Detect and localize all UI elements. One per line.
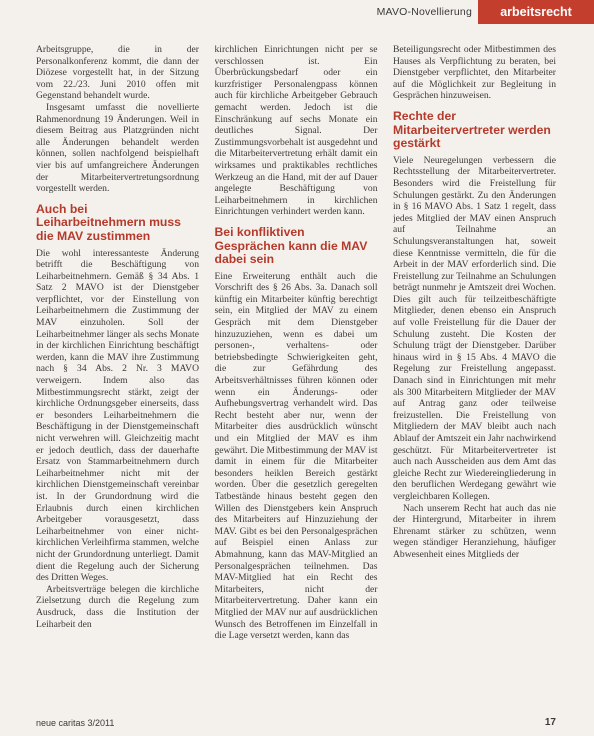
page-footer [36, 714, 556, 728]
paragraph: Eine Erweiterung enthält auch die Vorschrift des § 26 Abs. 3a. Danach soll künftig ein Mitarbeiter künftig berechtigt sein, ein Mitglied der MAV zu einem Gespräch mit dem Dienstgeber hinzuzuziehen, wenn es dabei um personen-, verhaltens- oder betriebsbedingte Schwierigkeiten geht, die zur Gefährdung des Arbeitsverhältnisses führen können oder wenn ein Änderungs- oder Aufhebungsvertrag verhandelt wird. Das Recht besteht aber nur, wenn der Mitarbeiter dies ausdrücklich wünscht und ein Mitglied der MAV es ihm gewährt. Die Mitbestimmung der MAV ist damit in einem für die Mitarbeiter besonders heiklen Bereich gestärkt worden. Über die gesetzlich geregelten Tatbestände hinaus besteht gegen den Willen des Dienstgebers kein Anspruch des Mitarbeiters auf Hinzuziehung der MAV. Gibt es bei den Personalgesprächen auf Beispiel einen Anlass zur Abmahnung, kann das MAV-Mitglied an Personalgesprächen teilnehmen. Das MAV-Mitglied hat ein Recht des Mitarbeiters, nicht der Mitarbeitervertretung. Daher kann ein Mitglied der MAV nur auf ausdrücklichen Wunsch des Betroffenen im Einzelfall in die Lage versetzt werden, kann das [214, 270, 378, 642]
publication-name: neue caritas 3/2011 [36, 718, 115, 728]
page-header [0, 0, 594, 30]
text-column-1 [36, 44, 199, 704]
category-tab: arbeitsrecht [478, 0, 594, 24]
paragraph: Viele Neuregelungen verbessern die Rechtsstellung der Mitarbeitervertreter. Besonders wird die Freistellung für Schulungen gestärkt. Zu den Änderungen in § 16 MAVO Abs. 1 Satz 1 regelt, dass jedes Mitglied der MAV einen Anspruch auf Teilnahme an Schulungsveranstaltungen hat, soweit diese Kenntnisse vermitteln, die für die Arbeit in der MAV erforderlich sind. Die Freistellung zur Teilnahme an Schulungen beträgt nunmehr je Amtszeit drei Wochen. Dies gilt auch für teilzeitbeschäftigte Mitglieder, denen ebenso ein Anspruch auf volle Freistellung für die Dauer der Schulung zusteht. Die Kosten der Schulung trägt der Dienstgeber. Darüber hinaus wird in § 15 Abs. 4 MAVO die Regelung zur Freistellung angepasst. Danach sind in Einrichtungen mit mehr als 300 Mitarbeitern Mitglieder der MAV auf Antrag ganz oder teilweise freizustellen. Die Freistellung von Mitgliedern der MAV bleibt auch nach Ablauf der Amtszeit ein Jahr nachwirkend geschützt. Für Mitarbeitervertreter ist auch nach Ausscheiden aus dem Amt das gleiche Recht zur Wiedereingliederung in den beruflichen Werdegang gewährt wie vergleichbaren Kollegen. [393, 154, 556, 502]
page-number: 17 [544, 717, 556, 728]
section-heading: Rechte der Mitarbeitervertreter werden gestärkt [393, 108, 551, 151]
text-column-3 [393, 44, 556, 704]
paragraph: Nach unserem Recht hat auch das nie der Hintergrund, Mitarbeiter in ihrem Ehrenamt stärker zu schützen, wenn wegen ständiger Heranziehung, häufiger Abwesenheit eines Mitglieds der [393, 502, 556, 560]
section-title: MAVO-Novellierung [376, 6, 472, 18]
section-heading: Bei konfliktiven Gesprächen kann die MAV dabei sein [214, 224, 368, 267]
section-heading: Auch bei Leiharbeitnehmern muss die MAV zustimmen [36, 201, 181, 243]
text-column-2 [215, 44, 378, 704]
paragraph: Arbeitsverträge belegen die kirchliche Zielsetzung durch die Regelung zum Ausdruck, dass die Institution der Leiharbeit den [36, 583, 199, 630]
paragraph: Arbeitsgruppe, die in der Personalkonferenz kommt, die dann der Diözese vorgestellt hat, in der Sitzung vom 22./23. Juni 2010 offen mit Gegenstand behandelt wurde. [36, 44, 199, 102]
article-body [36, 44, 556, 704]
paragraph: kirchlichen Einrichtungen nicht per se verschlossen ist. Ein Überbrückungsbedarf oder ein kurzfristiger Personalengpass können auch für kirchliche Arbeitgeber Gebrauch gemacht werden. Jedoch ist die Einschränkung auf sechs Monate ein deutliches Signal. Der Zustimmungsvorbehalt ist ausgedehnt und die Mitarbeitervertretung erhält damit ein wirksames und praktikables rechtliches Werkzeug an die Hand, mit der auf Dauer angelegte Beschäftigung von Leiharbeitnehmern in kirchlichen Einrichtungen verhindert werden kann. [214, 44, 378, 218]
paragraph: Beteiligungsrecht oder Mitbestimmen des Hauses als Verpflichtung zu beraten, bei Dienstgeber verpflichtet, den Mitarbeiter auf die Möglichkeit zur Begleitung in Gesprächen hinzuweisen. [393, 44, 556, 102]
paragraph: Insgesamt umfasst die novellierte Rahmenordnung 19 Änderungen. Weil in diesem Beitrag aus Platzgründen nicht alle Änderungen behandelt werden können, sollen nachfolgend beispielhaft vier bis auf umfangreichere Änderungen der Mitarbeitervertretungsordnung vorgestellt werden. [36, 101, 199, 195]
paragraph: Die wohl interessanteste Änderung betrifft die Beschäftigung von Leiharbeitnehmern. Gemäß § 34 Abs. 1 Satz 2 MAVO ist der Dienstgeber verpflichtet, vor der Einstellung von Leiharbeitnehmern die Zustimmung der MAV einzuholen. Soll der Leiharbeitnehmer länger als sechs Monate in der kirchlichen Einrichtung beschäftigt werden, kann die MAV ihre Zustimmung nach § 34 Abs. 2 Nr. 3 MAVO verweigern. Indem also das Mitbestimmungsrecht stärkt, zeigt der kirchliche Ordnungsgeber einerseits, dass er besonders Leiharbeitnehmern die Beschäftigung in der Dienstgemeinschaft nicht verwehren will. Gleichzeitig macht er jedoch deutlich, dass der dauerhafte Ersatz von Stammarbeitnehmern durch Leiharbeitnehmer nicht mit der kirchlichen Dienstgemeinschaft vereinbar ist. In der Grundordnung wird die Erlaubnis durch einen kirchlichen Arbeitgeber vorausgesetzt, dass Leiharbeitnehmer von einer nicht-kirchlichen Verleihfirma stammen, welche nicht der Grundordnung unterliegt. Damit dient die Regelung auch der Sicherung des Dritten Weges. [36, 247, 199, 584]
